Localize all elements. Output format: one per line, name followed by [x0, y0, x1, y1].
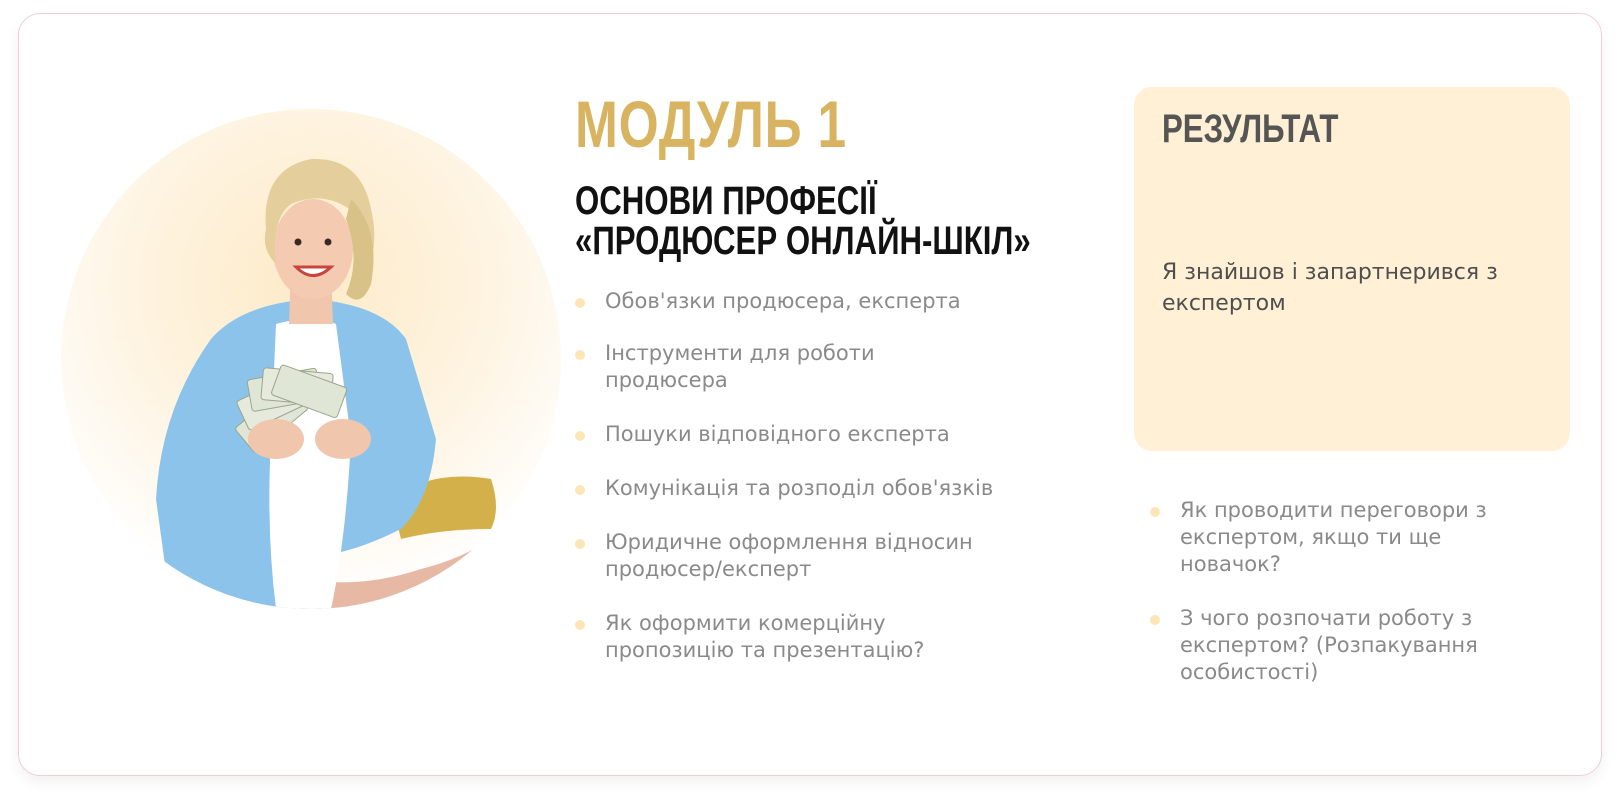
topics-list	[575, 288, 995, 691]
result-box	[1134, 87, 1570, 451]
bullet-icon	[575, 431, 585, 441]
bullet-icon	[575, 298, 585, 308]
extra-topics-list	[1150, 497, 1510, 713]
list-item: Юридичне оформлення відносин продюсер/експерт	[575, 529, 995, 583]
list-item: Як оформити комерційну пропозицію та презентацію?	[575, 610, 995, 664]
list-item: Обов'язки продюсера, експерта	[575, 288, 995, 315]
result-title: РЕЗУЛЬТАТ	[1162, 107, 1339, 151]
list-item: Пошуки відповідного експерта	[575, 421, 995, 448]
list-item: Як проводити переговори з експертом, якщо ти ще новачок?	[1150, 497, 1510, 578]
bullet-icon	[575, 485, 585, 495]
bullet-icon	[575, 620, 585, 630]
list-item: З чого розпочати роботу з експертом? (Розпакування особистості)	[1150, 605, 1510, 686]
bullet-icon	[575, 539, 585, 549]
bullet-icon	[1150, 507, 1160, 517]
bullet-icon	[1150, 615, 1160, 625]
expert-photo	[61, 109, 561, 609]
module-title: МОДУЛЬ 1	[575, 87, 847, 161]
list-item: Інструменти для роботи продюсера	[575, 340, 995, 394]
list-item: Комунікація та розподіл обов'язків	[575, 475, 995, 502]
bullet-icon	[575, 350, 585, 360]
result-text: Я знайшов і запартнерився з експертом	[1162, 260, 1498, 316]
course-title: ОСНОВИ ПРОФЕСІЇ «ПРОДЮСЕР ОНЛАЙН-ШКІЛ»	[575, 179, 1031, 263]
